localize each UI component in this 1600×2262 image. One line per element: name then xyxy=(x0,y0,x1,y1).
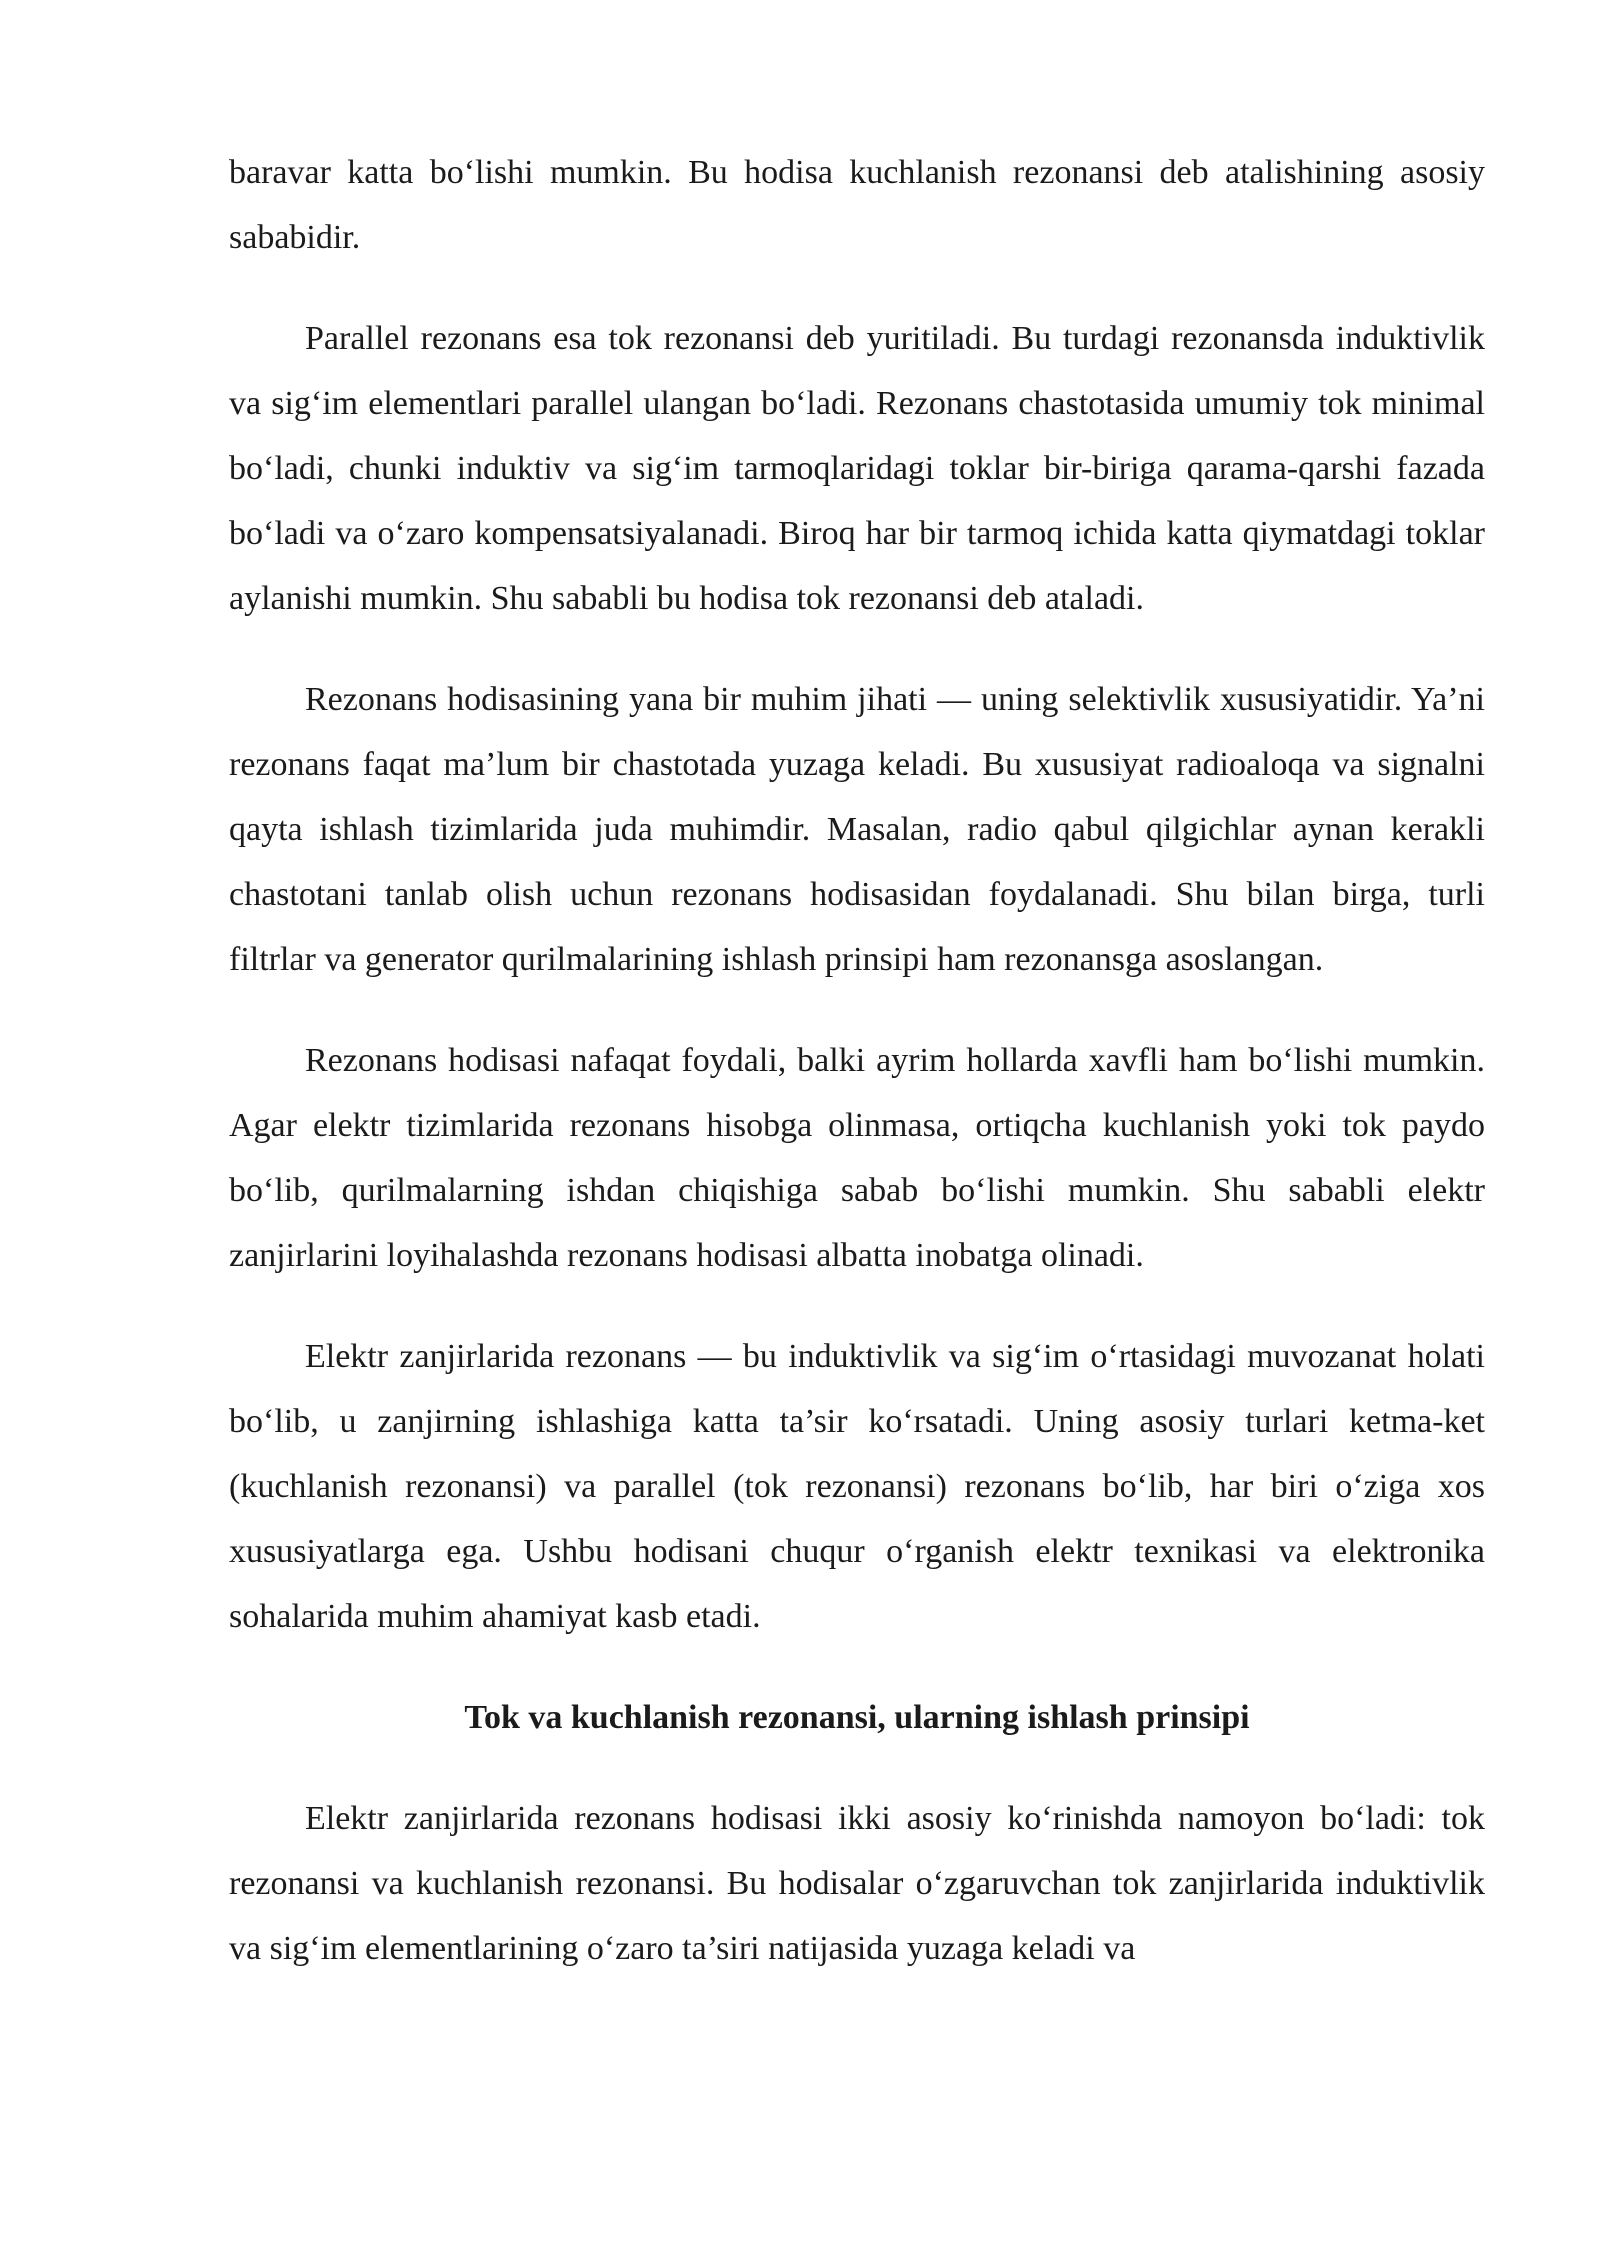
paragraph-continuation: baravar katta bo‘lishi mumkin. Bu hodisa kuchlanish rezonansi deb atalishining asosiy sababidir. xyxy=(229,154,1485,256)
paragraph-parallel-resonance: Parallel rezonans esa tok rezonansi deb yuritiladi. Bu turdagi rezonansda induktivlik va sig‘im elementlari parallel ulangan bo‘ladi. Rezonans chastotasida umumiy tok minimal bo‘ladi, chunki induktiv va sig‘im tarmoqlaridagi toklar bir-biriga qarama-qarshi fazada bo‘ladi va o‘zaro kompensatsiyalanadi. Biroq har bir tarmoq ichida katta qiymatdagi toklar aylanishi mumkin. Shu sababli bu hodisa tok rezonansi deb ataladi. xyxy=(229,320,1485,617)
section-heading: Tok va kuchlanish rezonansi, ularning ishlash prinsipi xyxy=(464,1699,1250,1736)
paragraph-section-intro: Elektr zanjirlarida rezonans hodisasi ikki asosiy ko‘rinishda namoyon bo‘ladi: tok rezonansi va kuchlanish rezonansi. Bu hodisalar o‘zgaruvchan tok zanjirlarida induktivlik va sig‘im elementlarining o‘zaro ta’siri natijasida yuzaga keladi va xyxy=(229,1800,1485,1967)
document-page xyxy=(229,140,1485,2017)
paragraph-selectivity: Rezonans hodisasining yana bir muhim jihati — uning selektivlik xususiyatidir. Ya’ni rezonans faqat ma’lum bir chastotada yuzaga keladi. Bu xususiyat radioaloqa va signalni qayta ishlash tizimlarida juda muhimdir. Masalan, radio qabul qilgichlar aynan kerakli chastotani tanlab olish uchun rezonans hodisasidan foydalanadi. Shu bilan birga, turli filtrlar va generator qurilmalarining ishlash prinsipi ham rezonansga asoslangan. xyxy=(229,681,1485,978)
paragraph-danger: Rezonans hodisasi nafaqat foydali, balki ayrim hollarda xavfli ham bo‘lishi mumkin. Agar elektr tizimlarida rezonans hisobga olinmasa, ortiqcha kuchlanish yoki tok paydo bo‘lib, qurilmalarning ishdan chiqishiga sabab bo‘lishi mumkin. Shu sababli elektr zanjirlarini loyihalashda rezonans hodisasi albatta inobatga olinadi. xyxy=(229,1042,1485,1274)
paragraph-summary: Elektr zanjirlarida rezonans — bu induktivlik va sig‘im o‘rtasidagi muvozanat holati bo‘lib, u zanjirning ishlashiga katta ta’sir ko‘rsatadi. Uning asosiy turlari ketma-ket (kuchlanish rezonansi) va parallel (tok rezonansi) rezonans bo‘lib, har biri o‘ziga xos xususiyatlarga ega. Ushbu hodisani chuqur o‘rganish elektr texnikasi va elektronika sohalarida muhim ahamiyat kasb etadi. xyxy=(229,1338,1485,1635)
